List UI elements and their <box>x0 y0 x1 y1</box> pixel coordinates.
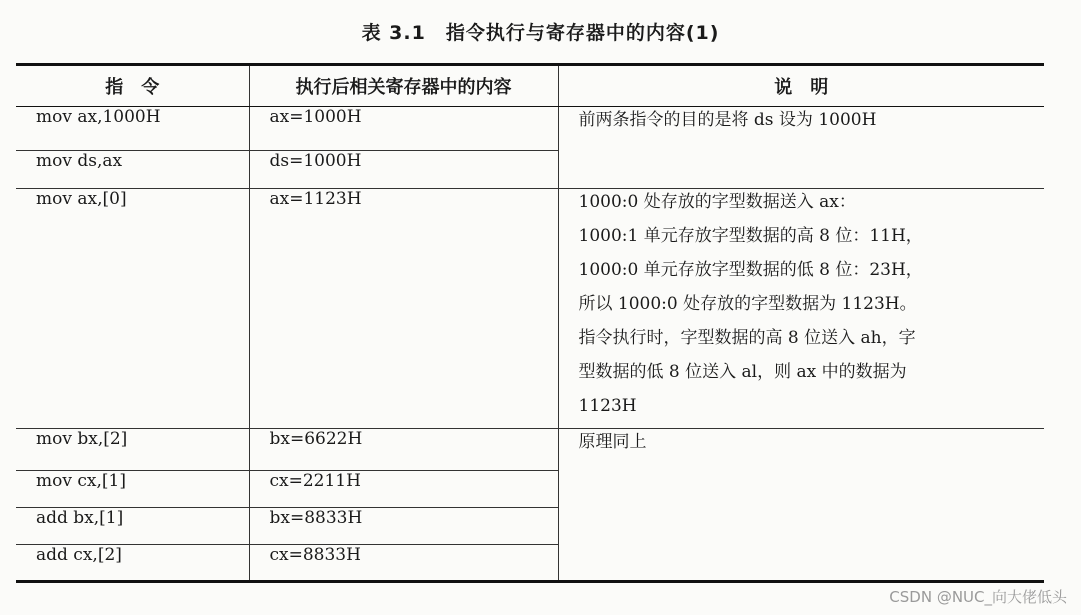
register-cell: ax=1000H <box>249 107 558 151</box>
note-line: 型数据的低 8 位送入 al，则 ax 中的数据为 <box>578 362 907 382</box>
note-line: 1000:1 单元存放字型数据的高 8 位：11H， <box>578 226 923 246</box>
register-cell: ax=1123H <box>249 189 558 429</box>
watermark: CSDN @NUC_向大佬低头 <box>889 588 1067 606</box>
header-note: 说 明 <box>558 65 1044 107</box>
table-row <box>16 189 1044 429</box>
instruction-cell: mov ds,ax <box>16 151 249 189</box>
instruction-cell: mov bx,[2] <box>16 429 249 471</box>
instruction-cell: add cx,[2] <box>16 545 249 582</box>
header-row <box>16 65 1044 107</box>
instruction-cell: mov ax,1000H <box>16 107 249 151</box>
note-line: 所以 1000:0 处存放的字型数据为 1123H。 <box>578 294 917 314</box>
note-line: 前两条指令的目的是将 ds 设为 1000H <box>578 110 877 130</box>
table-row <box>16 429 1044 471</box>
instruction-cell: mov ax,[0] <box>16 189 249 429</box>
table-row <box>16 107 1044 151</box>
note-line: 1000:0 单元存放字型数据的低 8 位：23H， <box>578 260 923 280</box>
register-cell: cx=2211H <box>249 471 558 508</box>
instruction-cell: add bx,[1] <box>16 508 249 545</box>
table-title: 表 3.1 指令执行与寄存器中的内容(1) <box>361 22 720 44</box>
register-cell: ds=1000H <box>249 151 558 189</box>
register-cell: bx=6622H <box>249 429 558 471</box>
register-cell: cx=8833H <box>249 545 558 582</box>
note-line: 1000:0 处存放的字型数据送入 ax： <box>578 192 856 212</box>
instruction-cell: mov cx,[1] <box>16 471 249 508</box>
note-cell <box>558 429 1044 582</box>
note-line: 指令执行时，字型数据的高 8 位送入 ah，字 <box>578 328 916 348</box>
instruction-table <box>16 63 1044 583</box>
note-cell <box>558 107 1044 189</box>
register-cell: bx=8833H <box>249 508 558 545</box>
note-cell <box>558 189 1044 429</box>
header-register-content: 执行后相关寄存器中的内容 <box>249 65 558 107</box>
note-line: 1123H <box>578 396 637 416</box>
header-instruction: 指 令 <box>16 65 249 107</box>
note-line: 原理同上 <box>578 432 647 452</box>
